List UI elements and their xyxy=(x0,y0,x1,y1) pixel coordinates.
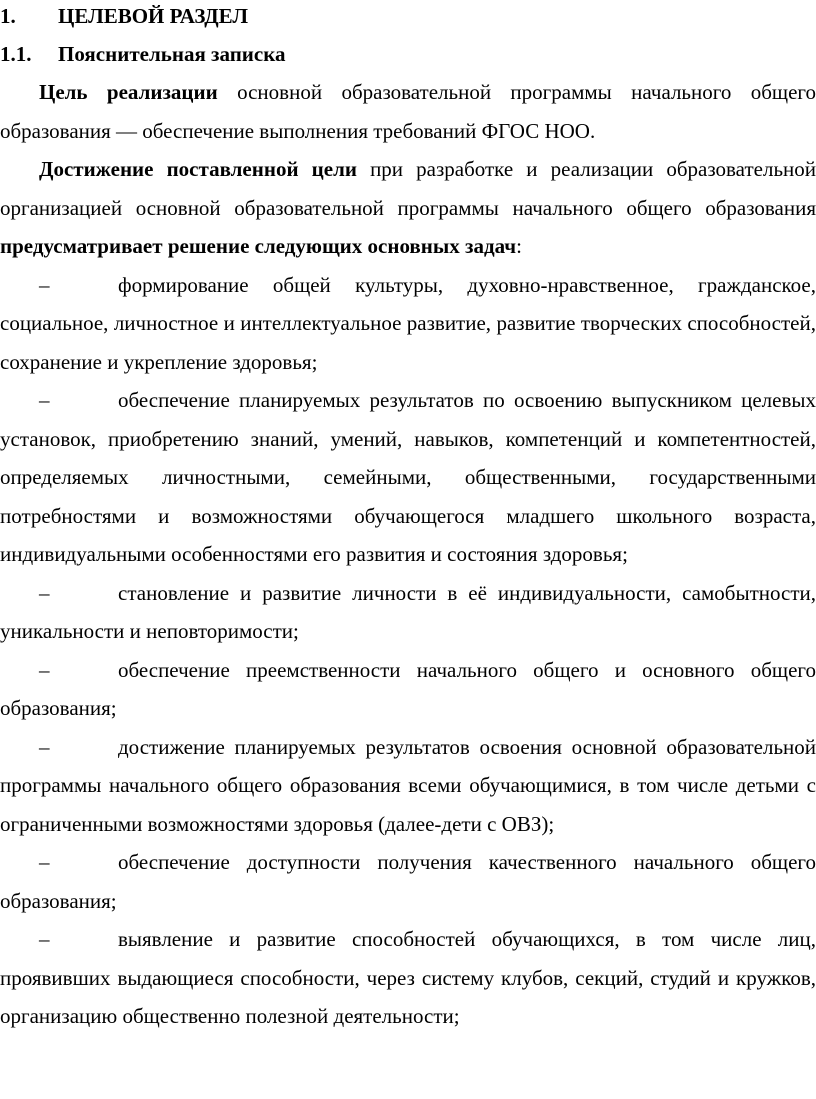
subsection-heading xyxy=(0,35,816,73)
section-number: 1. xyxy=(0,4,16,28)
dash-marker: – xyxy=(39,580,50,605)
section-heading xyxy=(0,0,816,35)
list-item xyxy=(0,381,816,574)
section-title: ЦЕЛЕВОЙ РАЗДЕЛ xyxy=(58,4,249,28)
list-item-text: становление и развитие личности в её индивидуальности, самобытности, уникальности и неповторимости; xyxy=(0,580,816,643)
subsection-number: 1.1. xyxy=(0,42,32,66)
tasks-intro-bold: Достижение поставленной цели xyxy=(39,157,357,181)
list-item xyxy=(0,266,816,382)
dash-marker: – xyxy=(39,850,50,874)
list-item xyxy=(0,651,816,728)
subsection-title: Пояснительная записка xyxy=(58,42,286,66)
dash-marker: – xyxy=(39,657,50,682)
dash-marker: – xyxy=(39,927,50,951)
list-item-text: достижение планируемых результатов освоения основной образовательной программы начального общего образования всеми обучающимися, в том числе детьми с ограниченными возможностями здоровья (далее-дети с ОВЗ); xyxy=(0,734,816,836)
dash-marker: – xyxy=(39,734,50,759)
goal-text: основной образовательной программы начального общего образования — обеспечение выполнения требований ФГОС НОО. xyxy=(0,80,816,143)
list-item-text: выявление и развитие способностей обучающихся, в том числе лиц, проявивших выдающиеся способности, через систему клубов, секций, студий и кружков, организацию общественно полезной деятельности; xyxy=(0,927,816,1028)
tasks-intro-text: при разработке и реализации образовательной организацией основной образовательной программы начального общего образования xyxy=(0,157,816,220)
list-item xyxy=(0,920,816,1036)
list-item-text: формирование общей культуры, духовно-нравственное, гражданское, социальное, личностное и интеллектуальное развитие, развитие творческих способностей, сохранение и укрепление здоровья; xyxy=(0,272,816,374)
tasks-intro-end: : xyxy=(516,234,522,258)
list-item xyxy=(0,728,816,844)
tasks-intro-bold-2: предусматривает решение следующих основных задач xyxy=(0,234,517,258)
list-item-text: обеспечение преемственности начального общего и основного общего образования; xyxy=(0,657,816,720)
list-item-text: обеспечение доступности получения качественного начального общего образования; xyxy=(0,850,816,913)
dash-marker: – xyxy=(39,388,50,412)
list-item xyxy=(0,843,816,920)
goal-bold: Цель реализации xyxy=(39,80,218,104)
list-item xyxy=(0,574,816,651)
goal-paragraph xyxy=(0,73,816,150)
list-item-text: обеспечение планируемых результатов по освоению выпускником целевых установок, приобретению знаний, умений, навыков, компетенций и компетентностей, определяемых личностными, семейными, общественными, государственными потребностями и возможностями обучающегося младшего школьного возраста, индивидуальными особенностями его развития и состояния здоровья; xyxy=(0,388,816,566)
dash-marker: – xyxy=(39,272,50,297)
tasks-intro-paragraph xyxy=(0,150,816,266)
